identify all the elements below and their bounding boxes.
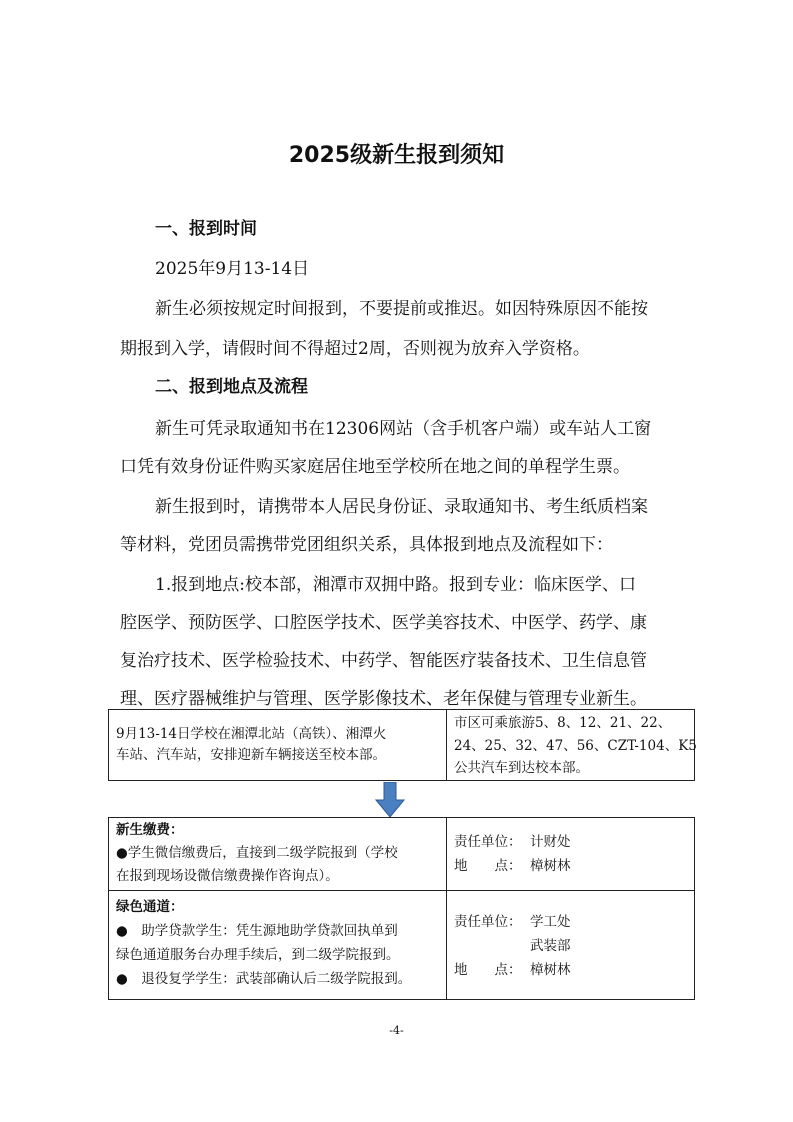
fee-unit-label: 责任单位： [454, 834, 522, 850]
pickup-line-1: 9月13-14日学校在湘潭北站（高铁）、湘潭火 [116, 726, 387, 742]
process-row-divider [108, 890, 695, 891]
para1-line-1: 新生可凭录取通知书在12306网站（含手机客户端）或车站人工窗 [155, 419, 652, 439]
green-line-2: 绿色通道服务台办理手续后，到二级学院报到。 [116, 947, 400, 963]
pickup-line-2: 车站、汽车站，安排迎新车辆接送至校本部。 [116, 747, 386, 763]
bus-line-2: 24、25、32、47、56、CZT-104、K5 [454, 738, 697, 754]
section1-line-2: 期报到入学，请假时间不得超过2周，否则视为放弃入学资格。 [120, 339, 590, 359]
green-line-1: ● 助学贷款学生：凭生源地助学贷款回执单到 [116, 923, 398, 939]
fee-title: 新生缴费： [116, 822, 184, 838]
fee-unit: 计财处 [530, 834, 571, 850]
green-title: 绿色通道： [116, 899, 184, 915]
bus-line-3: 公共汽车到达校本部。 [454, 760, 589, 776]
transport-divider [446, 709, 447, 781]
process-divider [446, 817, 447, 1000]
green-line-3: ● 退役复学学生：武装部确认后二级学院报到。 [116, 971, 412, 987]
section1-line-1: 新生必须按规定时间报到，不要提前或推迟。如因特殊原因不能按 [155, 299, 648, 319]
fee-place: 樟树林 [530, 858, 571, 874]
section1-heading: 一、报到时间 [155, 219, 257, 239]
green-unit-1: 学工处 [530, 914, 571, 930]
bus-line-1: 市区可乘旅游5、8、12、21、22、 [454, 715, 672, 731]
para3-line-4: 理、医疗器械维护与管理、医学影像技术、老年保健与管理专业新生。 [120, 689, 647, 709]
para3-line-1: 1.报到地点:校本部，湘潭市双拥中路。报到专业：临床医学、口 [155, 575, 636, 595]
green-unit-2: 武装部 [530, 938, 571, 954]
para2-line-2: 等材料，党团员需携带党团组织关系，具体报到地点及流程如下： [120, 535, 613, 555]
para3-line-2: 腔医学、预防医学、口腔医学技术、医学美容技术、中医学、药学、康 [120, 613, 647, 633]
green-place-label: 地 点： [454, 962, 522, 978]
para2-line-1: 新生报到时，请携带本人居民身份证、录取通知书、考生纸质档案 [155, 497, 648, 517]
report-date: 2025年9月13-14日 [155, 259, 310, 279]
para3-line-3: 复治疗技术、医学检验技术、中药学、智能医疗装备技术、卫生信息管 [120, 651, 647, 671]
fee-line-2: 在报到现场设微信缴费操作咨询点）。 [116, 868, 339, 884]
fee-place-label: 地 点： [454, 858, 522, 874]
page-number: -4- [389, 1024, 404, 1037]
para1-line-2: 口凭有效身份证件购买家庭居住地至学校所在地之间的单程学生票。 [120, 457, 630, 477]
flow-arrow-icon [375, 782, 405, 818]
section2-heading: 二、报到地点及流程 [155, 377, 308, 397]
green-place: 樟树林 [530, 962, 571, 978]
page-title: 2025级新生报到须知 [288, 143, 505, 168]
fee-line-1: ●学生微信缴费后，直接到二级学院报到（学校 [116, 845, 398, 861]
green-unit-label: 责任单位： [454, 914, 522, 930]
